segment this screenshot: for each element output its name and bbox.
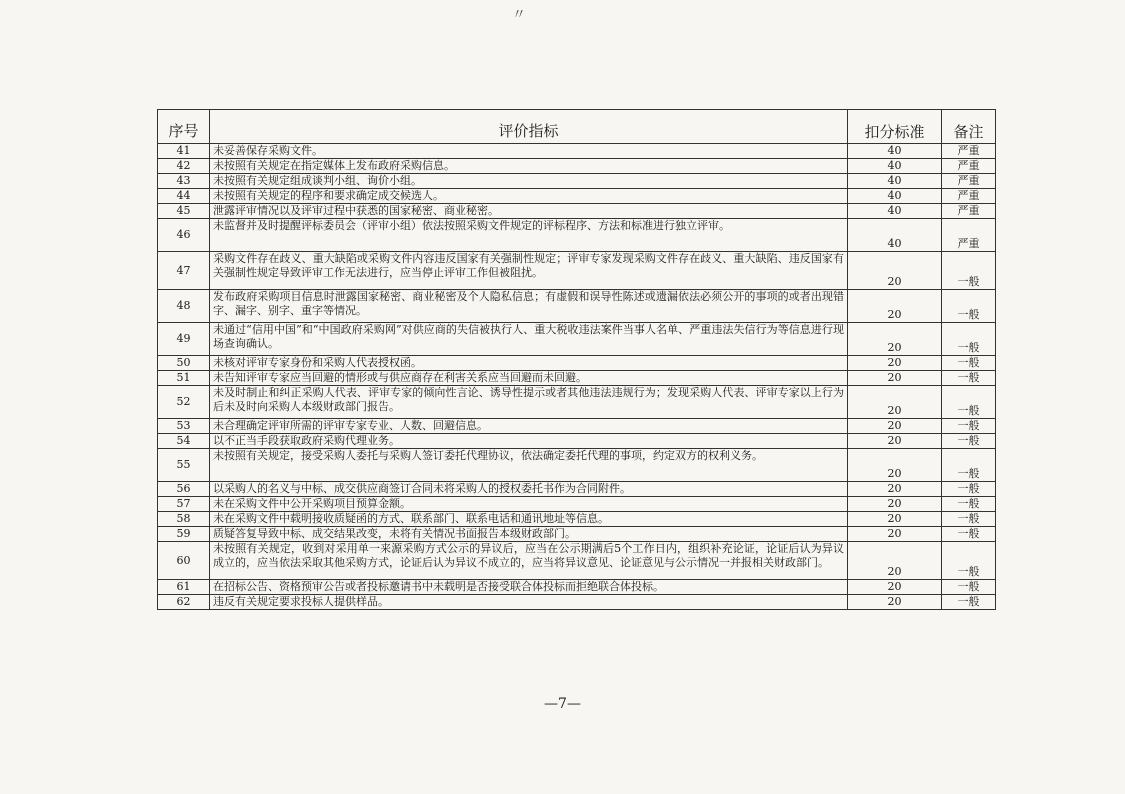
table-row xyxy=(158,595,996,610)
row-indicator: 泄露评审情况以及评审过程中获悉的国家秘密、商业秘密。 xyxy=(210,204,848,219)
row-number: 60 xyxy=(158,542,210,580)
row-score: 20 xyxy=(848,542,942,580)
evaluation-table-container xyxy=(157,109,995,610)
row-note: 一般 xyxy=(942,449,996,482)
row-number: 44 xyxy=(158,189,210,204)
row-score: 20 xyxy=(848,527,942,542)
row-note: 一般 xyxy=(942,527,996,542)
row-score: 20 xyxy=(848,512,942,527)
table-row xyxy=(158,371,996,386)
row-number: 41 xyxy=(158,144,210,159)
row-indicator: 未按照有关规定，收到对采用单一来源采购方式公示的异议后，应当在公示期满后5个工作日内，组织补充论证，论证后认为异议成立的，应当依法采取其他采购方式，论证后认为异议不成立的，应当将异议意见、论证意见与公示情况一并报相关财政部门。 xyxy=(210,542,848,580)
row-indicator: 未按照有关规定，接受采购人委托与采购人签订委托代理协议，依法确定委托代理的事项，约定双方的权利义务。 xyxy=(210,449,848,482)
row-score: 20 xyxy=(848,323,942,356)
row-note: 一般 xyxy=(942,580,996,595)
row-note: 一般 xyxy=(942,434,996,449)
row-indicator: 在招标公告、资格预审公告或者投标邀请书中未载明是否接受联合体投标而拒绝联合体投标。 xyxy=(210,580,848,595)
row-number: 42 xyxy=(158,159,210,174)
row-number: 62 xyxy=(158,595,210,610)
row-indicator: 以不正当手段获取政府采购代理业务。 xyxy=(210,434,848,449)
row-indicator: 未监督并及时提醒评标委员会（评审小组）依法按照采购文件规定的评标程序、方法和标准进行独立评审。 xyxy=(210,219,848,252)
row-indicator: 质疑答复导致中标、成交结果改变，未将有关情况书面报告本级财政部门。 xyxy=(210,527,848,542)
row-number: 47 xyxy=(158,252,210,290)
table-row xyxy=(158,323,996,356)
row-note: 严重 xyxy=(942,204,996,219)
row-indicator: 未及时制止和纠正采购人代表、评审专家的倾向性言论、诱导性提示或者其他违法违规行为；发现采购人代表、评审专家以上行为后未及时向采购人本级财政部门报告。 xyxy=(210,386,848,419)
table-row xyxy=(158,482,996,497)
row-indicator: 发布政府采购项目信息时泄露国家秘密、商业秘密及个人隐私信息；有虚假和误导性陈述或遗漏依法必须公开的事项的或者出现错字、漏字、别字、重字等情况。 xyxy=(210,290,848,323)
row-note: 一般 xyxy=(942,595,996,610)
row-score: 40 xyxy=(848,144,942,159)
row-indicator: 采购文件存在歧义、重大缺陷或采购文件内容违反国家有关强制性规定；评审专家发现采购文件存在歧义、重大缺陷、违反国家有关强制性规定导致评审工作无法进行，应当停止评审工作但被阻扰。 xyxy=(210,252,848,290)
table-row xyxy=(158,527,996,542)
row-number: 50 xyxy=(158,356,210,371)
row-score: 20 xyxy=(848,290,942,323)
row-number: 48 xyxy=(158,290,210,323)
row-note: 严重 xyxy=(942,219,996,252)
table-row xyxy=(158,219,996,252)
row-number: 61 xyxy=(158,580,210,595)
row-indicator: 未通过“信用中国”和“中国政府采购网”对供应商的失信被执行人、重大税收违法案件当事人名单、严重违法失信行为等信息进行现场查询确认。 xyxy=(210,323,848,356)
row-note: 一般 xyxy=(942,356,996,371)
header-score: 扣分标准 xyxy=(848,110,942,144)
row-note: 一般 xyxy=(942,323,996,356)
table-header-row xyxy=(158,110,996,144)
row-note: 一般 xyxy=(942,290,996,323)
table-row xyxy=(158,449,996,482)
row-indicator: 未按照有关规定的程序和要求确定成交候选人。 xyxy=(210,189,848,204)
row-indicator: 以采购人的名义与中标、成交供应商签订合同未将采购人的授权委托书作为合同附件。 xyxy=(210,482,848,497)
row-number: 49 xyxy=(158,323,210,356)
row-score: 40 xyxy=(848,174,942,189)
row-number: 51 xyxy=(158,371,210,386)
row-score: 20 xyxy=(848,252,942,290)
row-number: 45 xyxy=(158,204,210,219)
row-indicator: 未核对评审专家身份和采购人代表授权函。 xyxy=(210,356,848,371)
table-row xyxy=(158,159,996,174)
row-note: 一般 xyxy=(942,252,996,290)
row-number: 55 xyxy=(158,449,210,482)
page-number: —7— xyxy=(544,696,581,712)
row-score: 20 xyxy=(848,497,942,512)
row-note: 严重 xyxy=(942,174,996,189)
row-note: 一般 xyxy=(942,371,996,386)
row-note: 一般 xyxy=(942,386,996,419)
table-row xyxy=(158,434,996,449)
table-row xyxy=(158,497,996,512)
table-row xyxy=(158,386,996,419)
scan-mark: 〃 xyxy=(512,7,526,23)
header-note: 备注 xyxy=(942,110,996,144)
row-number: 43 xyxy=(158,174,210,189)
evaluation-table xyxy=(157,109,996,610)
table-row xyxy=(158,144,996,159)
table-row xyxy=(158,252,996,290)
row-score: 40 xyxy=(848,189,942,204)
row-note: 一般 xyxy=(942,497,996,512)
row-note: 严重 xyxy=(942,189,996,204)
table-row xyxy=(158,290,996,323)
row-number: 59 xyxy=(158,527,210,542)
row-score: 40 xyxy=(848,219,942,252)
row-note: 一般 xyxy=(942,512,996,527)
row-score: 20 xyxy=(848,595,942,610)
row-number: 52 xyxy=(158,386,210,419)
row-score: 20 xyxy=(848,449,942,482)
row-indicator: 未在采购文件中公开采购项目预算金额。 xyxy=(210,497,848,512)
row-score: 40 xyxy=(848,159,942,174)
row-number: 58 xyxy=(158,512,210,527)
row-indicator: 未告知评审专家应当回避的情形或与供应商存在利害关系应当回避而未回避。 xyxy=(210,371,848,386)
table-row xyxy=(158,356,996,371)
row-score: 20 xyxy=(848,356,942,371)
row-score: 20 xyxy=(848,434,942,449)
row-number: 54 xyxy=(158,434,210,449)
row-number: 56 xyxy=(158,482,210,497)
table-row xyxy=(158,189,996,204)
row-note: 严重 xyxy=(942,144,996,159)
row-indicator: 未合理确定评审所需的评审专家专业、人数、回避信息。 xyxy=(210,419,848,434)
table-body xyxy=(158,144,996,610)
table-row xyxy=(158,204,996,219)
row-note: 一般 xyxy=(942,542,996,580)
row-indicator: 未在采购文件中载明接收质疑函的方式、联系部门、联系电话和通讯地址等信息。 xyxy=(210,512,848,527)
row-score: 20 xyxy=(848,580,942,595)
row-note: 严重 xyxy=(942,159,996,174)
table-row xyxy=(158,512,996,527)
row-indicator: 未按照有关规定在指定媒体上发布政府采购信息。 xyxy=(210,159,848,174)
table-row xyxy=(158,174,996,189)
table-row xyxy=(158,542,996,580)
row-score: 20 xyxy=(848,386,942,419)
row-number: 46 xyxy=(158,219,210,252)
row-score: 40 xyxy=(848,204,942,219)
header-no: 序号 xyxy=(158,110,210,144)
row-score: 20 xyxy=(848,419,942,434)
row-indicator: 未妥善保存采购文件。 xyxy=(210,144,848,159)
row-score: 20 xyxy=(848,482,942,497)
row-number: 57 xyxy=(158,497,210,512)
row-note: 一般 xyxy=(942,482,996,497)
row-score: 20 xyxy=(848,371,942,386)
header-indicator: 评价指标 xyxy=(210,110,848,144)
row-indicator: 违反有关规定要求投标人提供样品。 xyxy=(210,595,848,610)
row-indicator: 未按照有关规定组成谈判小组、询价小组。 xyxy=(210,174,848,189)
row-note: 一般 xyxy=(942,419,996,434)
table-row xyxy=(158,580,996,595)
table-row xyxy=(158,419,996,434)
row-number: 53 xyxy=(158,419,210,434)
